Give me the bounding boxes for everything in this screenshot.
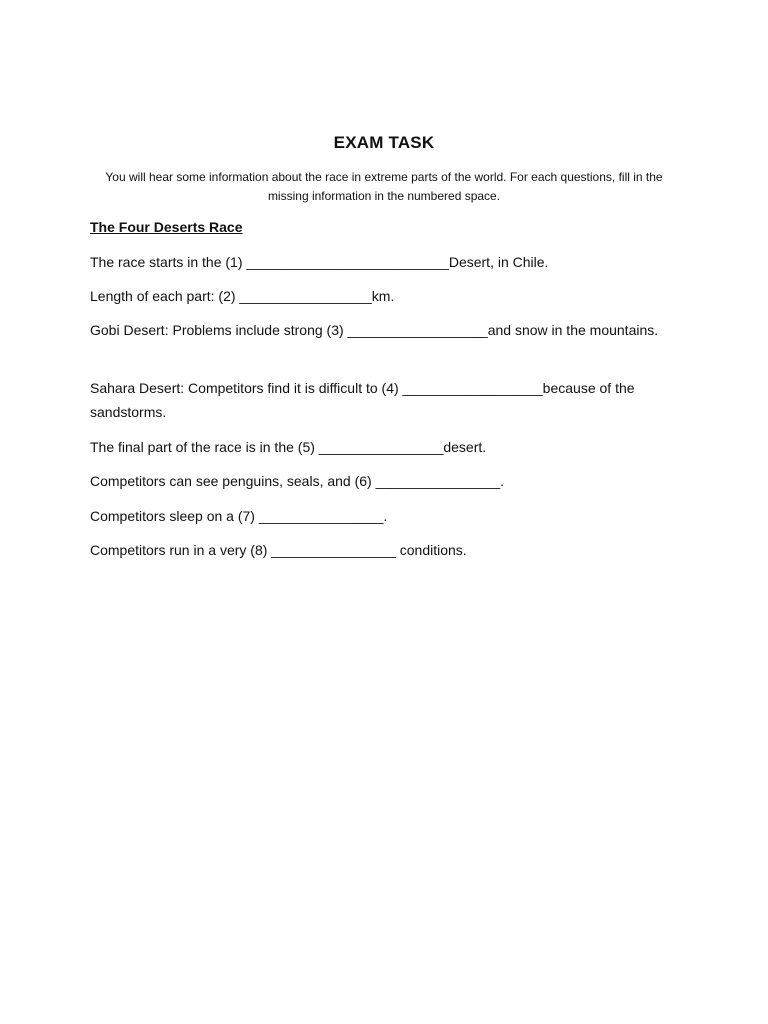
question-5: The final part of the race is in the (5) ________________desert. bbox=[90, 439, 487, 455]
page-title: EXAM TASK bbox=[333, 133, 435, 152]
question-7: Competitors sleep on a (7) ________________. bbox=[90, 508, 388, 524]
section-heading: The Four Deserts Race bbox=[90, 219, 243, 235]
question-3: Gobi Desert: Problems include strong (3) __________________and snow in the mountains. bbox=[90, 322, 659, 338]
question-6: Competitors can see penguins, seals, and (6) ________________. bbox=[90, 473, 505, 489]
question-4: Sahara Desert: Competitors find it is difficult to (4) __________________because of the sandstorms. bbox=[90, 380, 635, 420]
question-2: Length of each part: (2) _________________km. bbox=[90, 288, 395, 304]
question-1: The race starts in the (1) __________________________Desert, in Chile. bbox=[90, 254, 549, 270]
question-8: Competitors run in a very (8) ________________ conditions. bbox=[90, 542, 467, 558]
instructions-text: You will hear some information about the race in extreme parts of the world. For each questions, fill in the missing information in the numbered space. bbox=[105, 170, 663, 203]
